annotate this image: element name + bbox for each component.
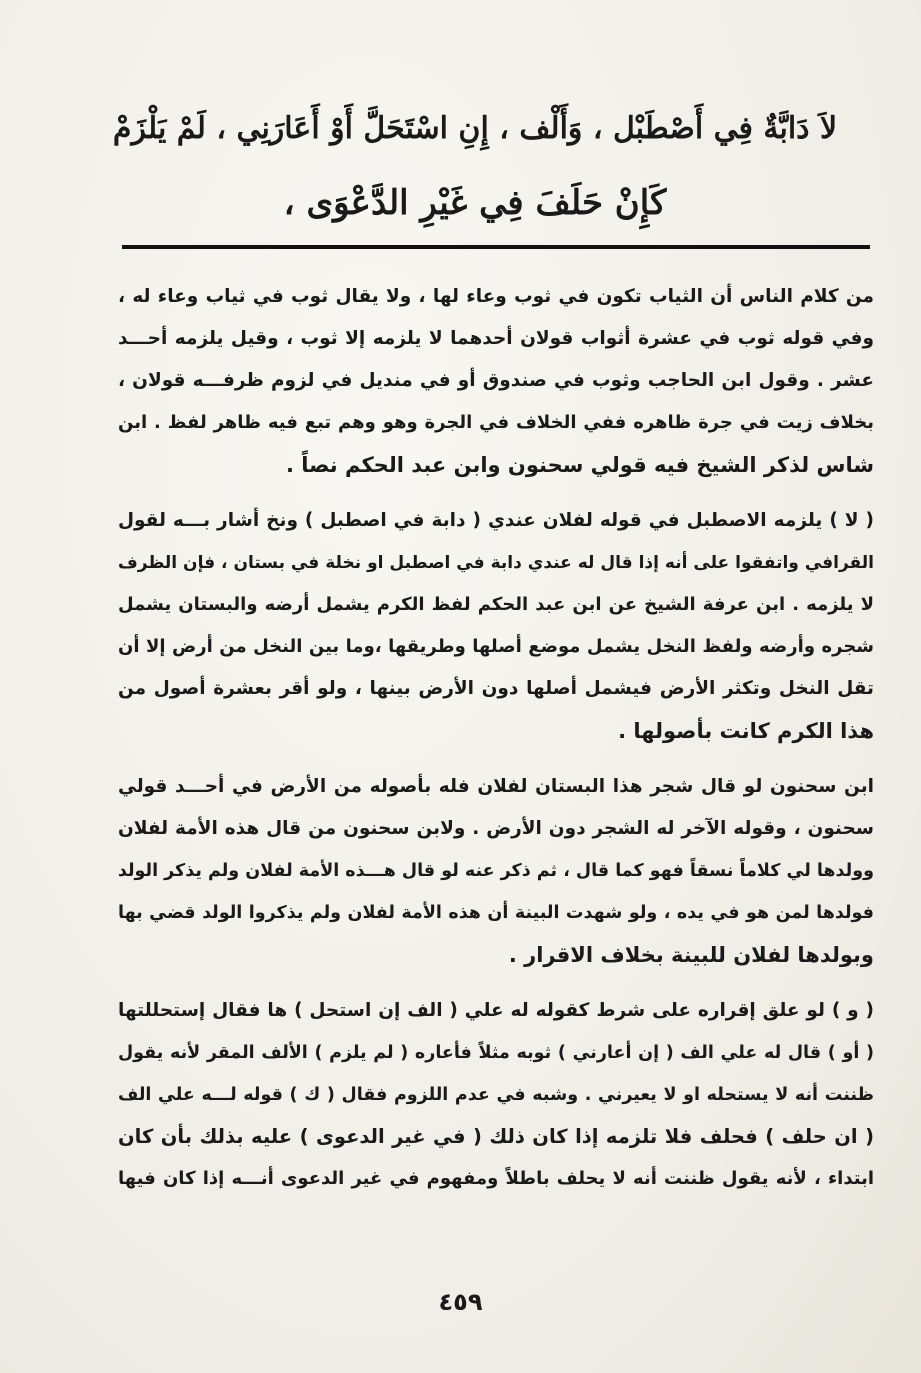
verse-header: [110, 92, 840, 240]
paragraph-4: [118, 990, 874, 1200]
text-line: ابتداء ، لأنه يقول ظننت أنه لا يحلف باطلاً ومفهوم في غير الدعوى أنـــه إذا كان فيها: [118, 1168, 874, 1189]
text-line: ( و ) لو علق إقراره على شرط كقوله له علي ( الف إن استحل ) ها فقال إستحللتها: [118, 1000, 874, 1021]
text-line: بخلاف زيت في جرة ظاهره ففي الخلاف في الجرة وهو وهم تبع فيه ظاهر لفظ . ابن: [118, 412, 874, 433]
text-line: وفي قوله ثوب في عشرة أثواب قولان أحدهما لا يلزمه إلا ثوب ، وقيل يلزمه أحـــد: [118, 328, 874, 349]
text-line: سحنون ، وقوله الآخر له الشجر دون الأرض . ولابن سحنون من قال هذه الأمة لفلان: [118, 818, 874, 839]
text-line: ابن سحنون لو قال شجر هذا البستان لفلان فله بأصوله من الأرض في أحـــد قولي: [118, 776, 874, 797]
text-line: وبولدها لفلان للبينة بخلاف الاقرار .: [508, 943, 874, 967]
text-line: شجره وأرضه ولفظ النخل يشمل موضع أصلها وطريقها ،وما بين النخل من أرض إلا أن: [118, 636, 874, 657]
paragraph-1: [118, 276, 874, 486]
text-line: هذا الكرم كانت بأصولها .: [618, 719, 874, 743]
verse-line-2: كَإِنْ حَلَفَ فِي غَيْرِ الدَّعْوَى ،: [283, 183, 667, 223]
text-line: ( لا ) يلزمه الاصطبل في قوله لفلان عندي ( دابة في اصطبل ) ونخ أشار بـــه لقول: [118, 510, 874, 531]
verse-line-1: لاَ دَابَّةٌ فِي أَصْطَبْل ، وَأَلْف ، إِنِ اسْتَحَلَّ أَوْ أَعَارَنِي ، لَمْ يَلْزَمْ: [112, 111, 838, 146]
text-line: لا يلزمه . ابن عرفة الشيخ عن ابن عبد الحكم لفظ الكرم يشمل أرضه والبستان يشمل: [118, 594, 874, 615]
text-line: تقل النخل وتكثر الأرض فيشمل أصلها دون الأرض بينها ، ولو أقر بعشرة أصول من: [118, 678, 874, 699]
text-line: من كلام الناس أن الثياب تكون في ثوب وعاء لها ، ولا يقال ثوب في ثياب وعاء له ،: [118, 286, 874, 307]
text-line: ( ان حلف ) فحلف فلا تلزمه إذا كان ذلك ( في غير الدعوى ) عليه بذلك بأن كان: [118, 1125, 874, 1148]
text-line: فولدها لمن هو في يده ، ولو شهدت البينة أن هذه الأمة لفلان ولم يذكروا الولد قضي بها: [118, 903, 874, 923]
page-number: ٤٥٩: [438, 1288, 483, 1316]
text-line: عشر . وقول ابن الحاجب وثوب في صندوق أو في منديل في لزوم ظرفـــه قولان ،: [118, 370, 874, 391]
text-line: وولدها لي كلاماً نسقاً فهو كما قال ، ثم ذكر عنه لو قال هـــذه الأمة لفلان ولم يذكر الولد: [118, 861, 874, 881]
text-line: ( أو ) قال له علي الف ( إن أعارني ) ثوبه مثلاً فأعاره ( لم يلزم ) الألف المقر لأنه يقول: [118, 1043, 874, 1063]
header-divider: [122, 245, 870, 249]
paragraph-3: [118, 766, 874, 976]
text-line: شاس لذكر الشيخ فيه قولي سحنون وابن عبد الحكم نصاً .: [285, 453, 874, 477]
paragraph-2: [118, 500, 874, 752]
commentary-body: [118, 276, 874, 1200]
text-line: ظننت أنه لا يستحله او لا يعيرني . وشبه في عدم اللزوم فقال ( ك ) قوله لـــه علي الف: [118, 1085, 874, 1105]
text-line: القرافي واتفقوا على أنه إذا قال له عندي دابة في اصطبل او نخلة في بستان ، فإن الظرف: [118, 553, 874, 573]
